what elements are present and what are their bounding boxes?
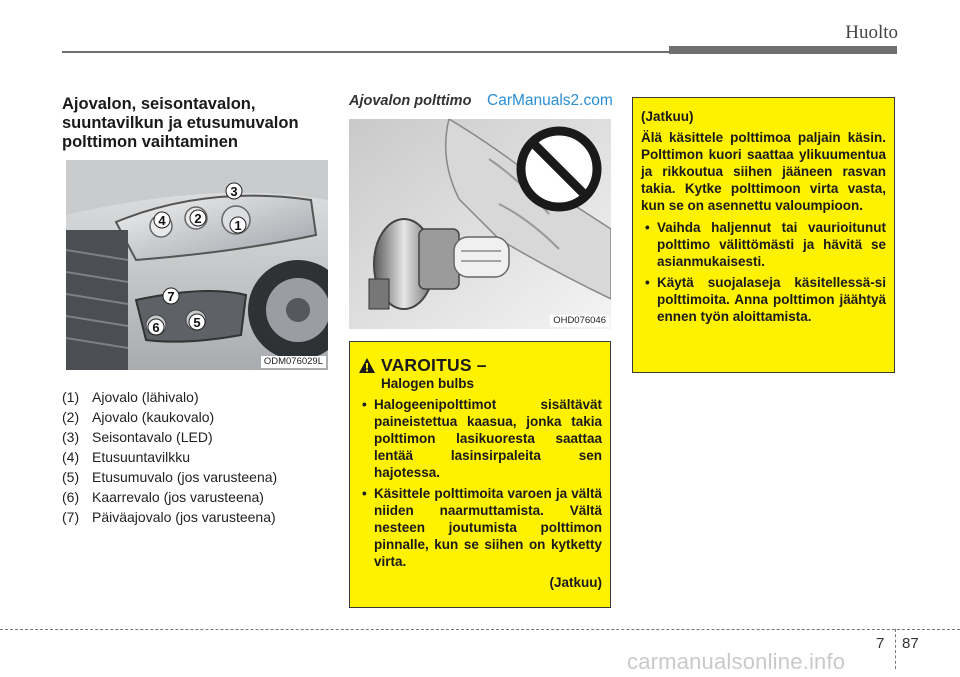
warning-list (358, 396, 602, 570)
footer-rule (0, 629, 960, 630)
legend-item: (3) Seisontavalo (LED) (62, 429, 213, 445)
section-heading: Ajovalon, seisontavalon, suuntavilkun ja etusumuvalon polttimon vaihtaminen (62, 95, 299, 151)
page-number: 87 (902, 635, 919, 652)
component-legend (62, 387, 277, 527)
callout-4: 4 (158, 213, 166, 228)
continued-label: (Jatkuu) (641, 109, 694, 124)
prohibition-icon (521, 131, 597, 207)
watermark-link[interactable]: CarManuals2.com (487, 92, 613, 109)
callout-1: 1 (234, 218, 242, 233)
bulb-caption: Ajovalon polttimo (349, 93, 472, 109)
warning-title: VAROITUS – (381, 355, 487, 375)
section-title: Huolto (845, 22, 898, 43)
callout-7: 7 (167, 289, 175, 304)
header-rule (62, 51, 669, 53)
page-divider (895, 629, 896, 669)
photo-code: ODM076029L (261, 356, 326, 368)
legend-item: (7) Päiväajovalo (jos varusteena) (62, 509, 276, 525)
legend-item: (5) Etusumuvalo (jos varusteena) (62, 469, 278, 485)
warning-paragraph: Älä käsittele polttimoa paljain käsin. Polttimon kuori saattaa ylikuumentua ja rikkoutua siihen jääneen rasvan takia. Kytke polttimoon virta vasta, kun se on asennettu valoumpioon. (641, 130, 886, 213)
warning-box (349, 341, 611, 608)
watermark-link[interactable]: carmanualsonline.info (627, 649, 846, 674)
warning-item: • Vaihda haljennut tai vaurioitunut polttimo välittömästi ja hävitä se asianmukaisesti. (641, 219, 886, 270)
callout-3: 3 (230, 184, 238, 199)
legend-item: (1) Ajovalo (lähivalo) (62, 389, 199, 405)
legend-item: (6) Kaarrevalo (jos varusteena) (62, 489, 264, 505)
bulb-photo (349, 119, 611, 329)
warning-subtitle: Halogen bulbs (381, 376, 475, 391)
bulb-handling-illustration (349, 119, 611, 329)
legend-item: (4) Etusuuntavilkku (62, 449, 191, 465)
warning-item: • Käytä suojalaseja käsitellessä-si polttimoita. Anna polttimon jäähtyä ennen työn aloittamista. (641, 274, 886, 325)
continued-label: (Jatkuu) (549, 575, 602, 590)
warning-triangle-icon (358, 357, 376, 374)
legend-item: (2) Ajovalo (kaukovalo) (62, 409, 215, 425)
warning-list (641, 219, 886, 325)
photo-code: OHD076046 (550, 315, 609, 327)
callout-6: 6 (152, 320, 160, 335)
continued-warning-box (632, 97, 895, 373)
warning-item: • Käsittele polttimoita varoen ja vältä niiden naarmuttamista. Vältä nesteen joutumista polttimon pinnalle, kun se siihen on kytketty virta. (358, 485, 602, 570)
headlamp-photo (66, 160, 328, 370)
header-rule-accent (669, 46, 897, 54)
callout-2: 2 (194, 211, 202, 226)
chapter-number: 7 (876, 635, 885, 652)
warning-item: • Halogeenipolttimot sisältävät paineistettua kaasua, jonka takia polttimon lasikuoresta saattaa lentää lasinsirpaleita sen hajotessa. (358, 396, 602, 481)
headlamp-illustration (66, 160, 328, 370)
callout-5: 5 (193, 315, 201, 330)
